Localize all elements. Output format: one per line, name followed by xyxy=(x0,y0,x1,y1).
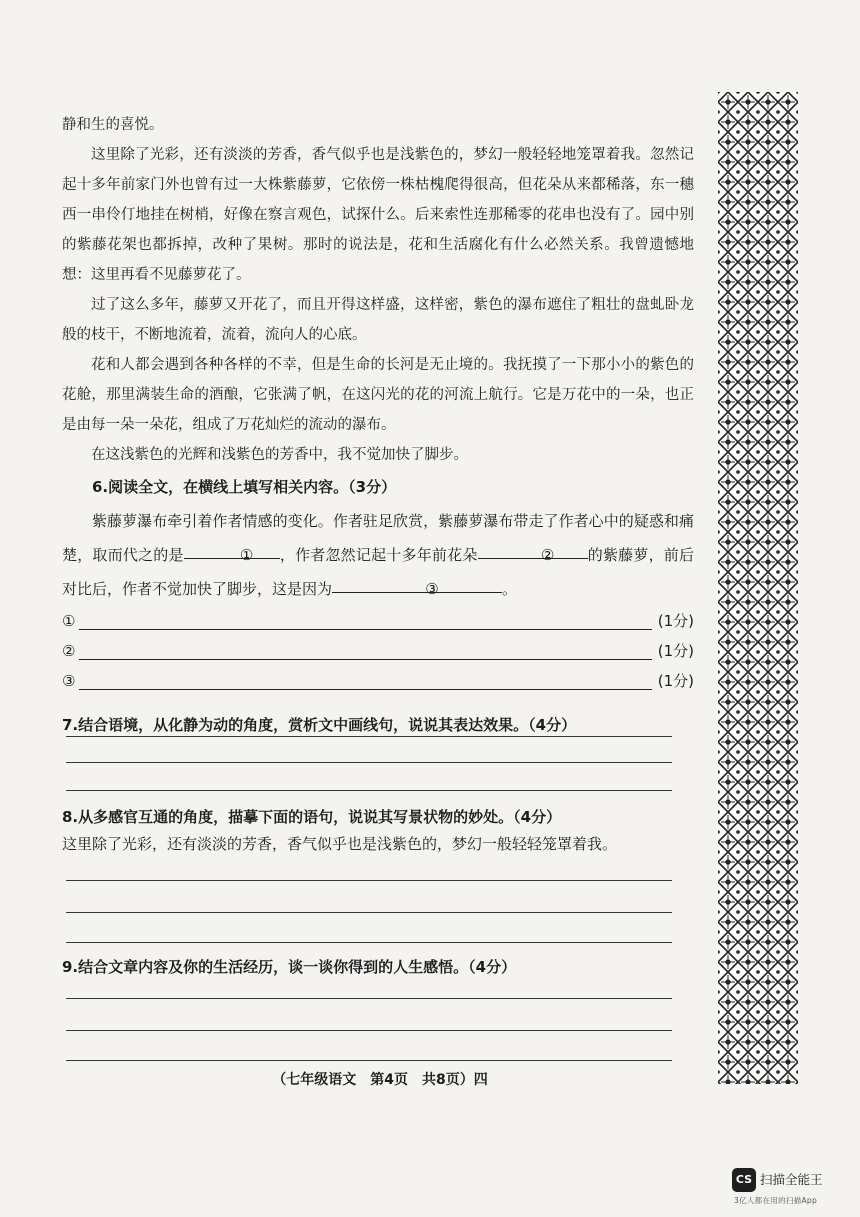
answer-score: (1分) xyxy=(657,672,694,690)
answer-line[interactable] xyxy=(79,658,651,660)
reading-passage xyxy=(62,110,694,696)
writing-line[interactable] xyxy=(66,912,672,913)
passage-paragraph: 这里除了光彩，还有淡淡的芳香，香气似乎也是浅紫色的，梦幻一般轻轻地笼罩着我。忽然记起十多年前家门外也曾有过一大株紫藤萝，它依傍一株枯槐爬得很高，但花朵从来都稀落，东一穗西一串伶仃地挂在树梢，好像在察言观色，试探什么。后来索性连那稀零的花串也没有了。园中别的紫藤花架也都拆掉，改种了果树。那时的说法是，花和生活腐化有什么必然关系。我曾遗憾地想：这里再看不见藤萝花了。 xyxy=(62,147,694,283)
writing-line[interactable] xyxy=(66,1030,672,1031)
q6-stem-text: 的紫藤萝，前后对比后，作者不觉加快了脚步，这是因为 xyxy=(62,546,694,598)
passage-paragraph: 花和人都会遇到各种各样的不幸，但是生命的长河是无止境的。我抚摸了一下那小小的紫色的花舱，那里满装生命的酒酿，它张满了帆，在这闪光的花的河流上航行。它是万花中的一朵，也正是由每一朵一朵花，组成了万花灿烂的流动的瀑布。 xyxy=(62,357,694,433)
writing-line[interactable] xyxy=(66,1060,672,1061)
blank-3[interactable]: ③ xyxy=(332,572,502,593)
writing-line[interactable] xyxy=(66,762,672,763)
question-8-quote: 这里除了光彩，还有淡淡的芳香，香气似乎也是浅紫色的，梦幻一般轻轻笼罩着我。 xyxy=(62,835,618,853)
writing-line[interactable] xyxy=(66,790,672,791)
question-7 xyxy=(62,714,702,735)
scanner-logo-icon: CS xyxy=(732,1168,756,1192)
page-footer: （七年级语文 第4页 共8页）四 xyxy=(272,1072,488,1088)
writing-line[interactable] xyxy=(66,736,672,737)
answer-mark: ③ xyxy=(62,672,76,690)
answer-mark: ① xyxy=(62,612,76,630)
q6-stem-text: ，作者忽然记起十多年前花朵 xyxy=(279,546,478,564)
question-9-title: 9.结合文章内容及你的生活经历，谈一谈你得到的人生感悟。（4分） xyxy=(62,958,517,976)
question-6-title: 6.阅读全文，在横线上填写相关内容。（3分） xyxy=(92,478,397,496)
passage-paragraph: 过了这么多年，藤萝又开花了，而且开得这样盛，这样密，紫色的瀑布遮住了粗壮的盘虬卧龙般的枝干，不断地流着，流着，流向人的心底。 xyxy=(62,297,694,343)
question-6-stem xyxy=(62,504,694,606)
answer-line[interactable] xyxy=(79,628,651,630)
scanner-app-name: 扫描全能王 xyxy=(760,1172,823,1187)
answer-row-3[interactable] xyxy=(62,666,694,696)
question-9 xyxy=(62,956,702,977)
passage-paragraph: 在这浅紫色的光辉和浅紫色的芳香中，我不觉加快了脚步。 xyxy=(91,447,468,463)
question-8 xyxy=(62,804,702,858)
writing-line[interactable] xyxy=(66,998,672,999)
answer-mark: ② xyxy=(62,642,76,660)
writing-line[interactable] xyxy=(66,942,672,943)
answer-score: (1分) xyxy=(657,612,694,630)
question-8-title: 8.从多感官互通的角度，描摹下面的语句，说说其写景状物的妙处。（4分） xyxy=(62,808,562,826)
blank-1[interactable]: ① xyxy=(184,538,280,559)
scanner-watermark xyxy=(732,1168,842,1206)
q6-stem-text: 。 xyxy=(502,580,518,598)
q6-stem-text: 紫藤萝瀑布牵引着作者情感的变化。作者驻足欣赏，紫藤萝瀑布带走了作者心中的疑惑和痛楚，取而代之的是 xyxy=(62,512,694,564)
scanner-tagline: 3亿人都在用的扫描App xyxy=(734,1196,818,1205)
answer-row-1[interactable] xyxy=(62,606,694,636)
binding-margin-pattern xyxy=(718,92,798,1084)
answer-row-2[interactable] xyxy=(62,636,694,666)
passage-paragraph: 静和生的喜悦。 xyxy=(62,117,164,133)
answer-line[interactable] xyxy=(79,688,651,690)
answer-score: (1分) xyxy=(657,642,694,660)
writing-line[interactable] xyxy=(66,880,672,881)
question-7-title: 7.结合语境，从化静为动的角度，赏析文中画线句，说说其表达效果。（4分） xyxy=(62,716,577,734)
blank-2[interactable]: ② xyxy=(478,538,588,559)
